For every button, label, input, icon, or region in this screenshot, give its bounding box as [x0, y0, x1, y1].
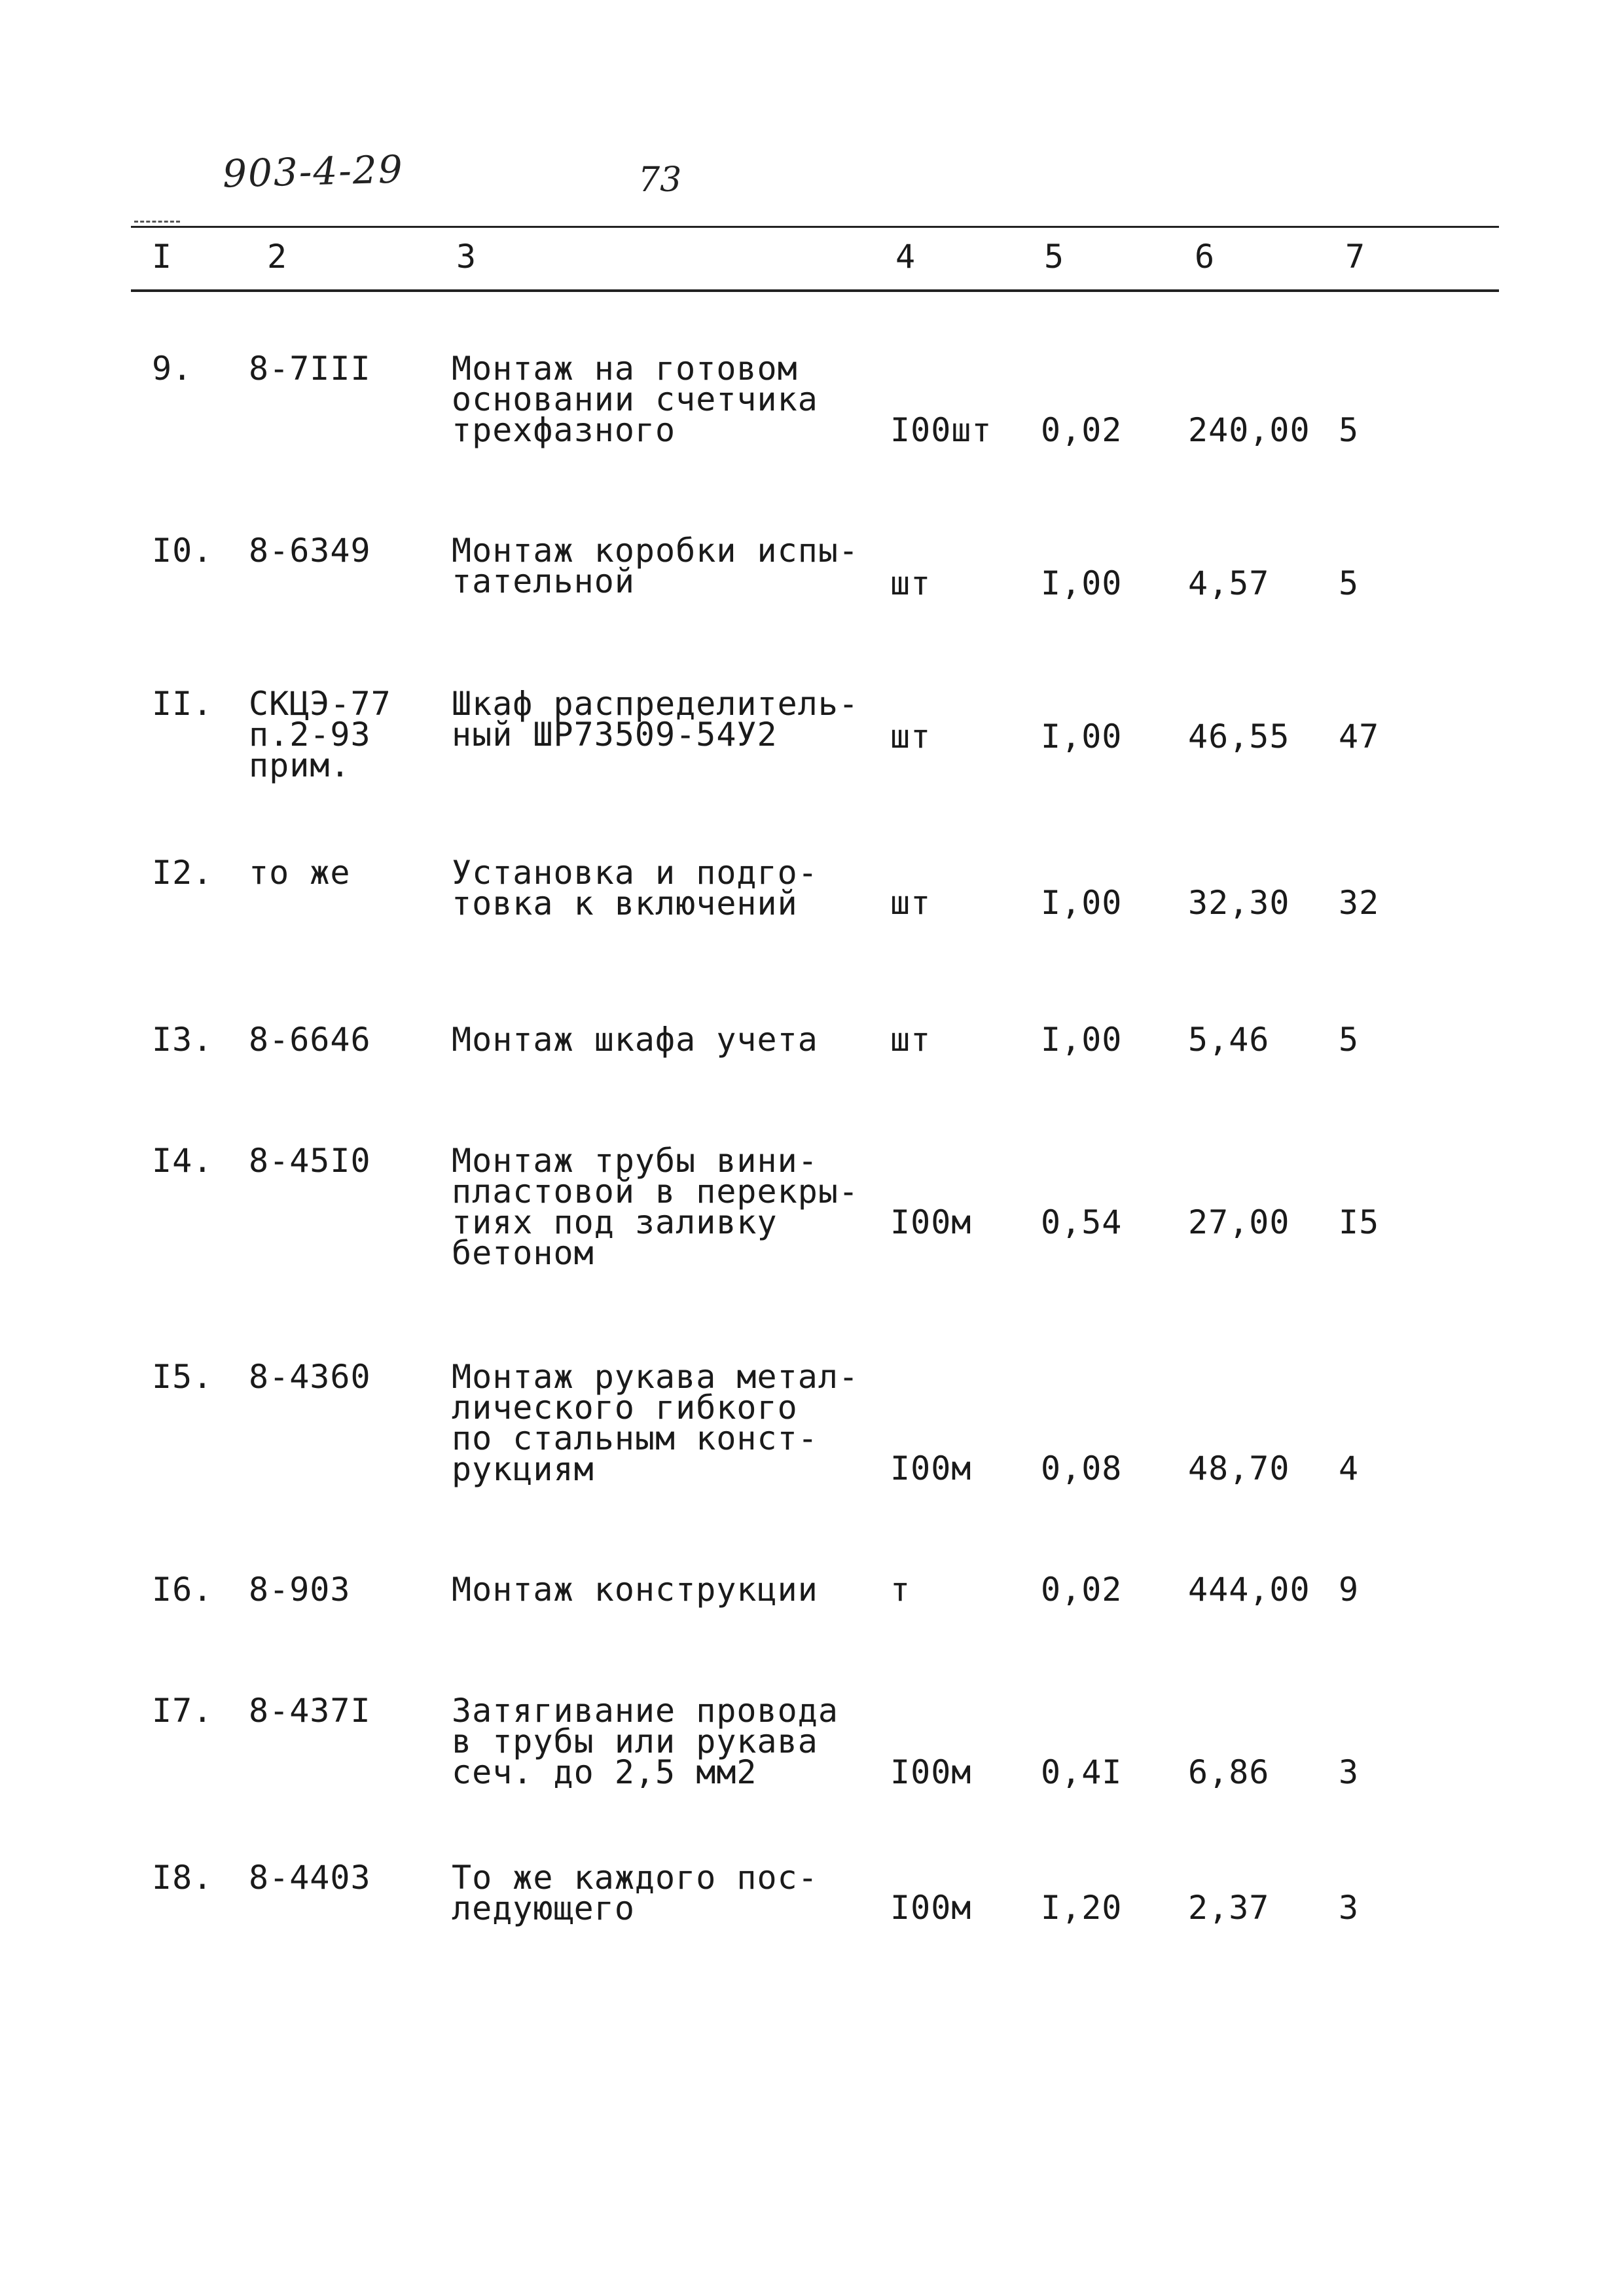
row-total: 4	[1339, 1449, 1360, 1487]
table-header-rule	[131, 289, 1499, 292]
row-price: 6,86	[1188, 1753, 1270, 1791]
column-header-6: 6	[1195, 238, 1215, 276]
row-quantity: 0,4I	[1041, 1753, 1123, 1791]
row-description: Монтаж шкафа учета	[452, 1021, 818, 1059]
row-unit: I00м	[890, 1889, 972, 1927]
row-quantity: 0,54	[1041, 1203, 1123, 1241]
row-price: 48,70	[1188, 1449, 1290, 1487]
rule-mark	[134, 221, 180, 223]
row-price: 5,46	[1188, 1021, 1270, 1059]
column-header-row	[0, 237, 1624, 283]
row-number: I8.	[152, 1859, 213, 1897]
row-number: I3.	[152, 1021, 213, 1059]
row-unit: шт	[890, 564, 931, 602]
row-quantity: I,00	[1041, 718, 1123, 756]
row-total: I5	[1339, 1203, 1380, 1241]
row-total: 3	[1339, 1753, 1360, 1791]
row-unit: шт	[890, 884, 931, 922]
row-description: Установка и подго- товка к включений	[452, 854, 818, 922]
row-code: то же	[249, 854, 351, 892]
row-price: 4,57	[1188, 564, 1270, 602]
document-code: 903-4-29	[222, 147, 405, 196]
row-description: Шкаф распределитель- ный ШР73509-54У2	[452, 685, 859, 754]
row-code: 8-4360	[249, 1358, 371, 1396]
row-description: Монтаж конструкции	[452, 1571, 818, 1609]
row-description: Монтаж на готовом основании счетчика трехфазного	[452, 350, 818, 449]
row-number: 9.	[152, 350, 193, 388]
row-number: I5.	[152, 1358, 213, 1396]
row-number: I6.	[152, 1571, 213, 1609]
row-price: 444,00	[1188, 1571, 1310, 1609]
row-price: 32,30	[1188, 884, 1290, 922]
row-description: Монтаж рукава метал- лического гибкого по стальным конст- рукциям	[452, 1358, 859, 1488]
row-quantity: 0,08	[1041, 1449, 1123, 1487]
row-code: 8-6646	[249, 1021, 371, 1059]
row-code: 8-45I0	[249, 1142, 371, 1180]
row-number: I0.	[152, 532, 213, 570]
column-header-2: 2	[267, 238, 287, 276]
row-unit: I00м	[890, 1753, 972, 1791]
row-unit: I00м	[890, 1203, 972, 1241]
row-price: 2,37	[1188, 1889, 1270, 1927]
row-price: 46,55	[1188, 718, 1290, 756]
row-total: 3	[1339, 1889, 1360, 1927]
row-quantity: I,20	[1041, 1889, 1123, 1927]
row-total: 47	[1339, 718, 1380, 756]
row-code: 8-437I	[249, 1692, 371, 1730]
row-description: Монтаж трубы вини- пластовой в перекры- тиях под заливку бетоном	[452, 1142, 859, 1272]
page-number: 73	[638, 160, 682, 200]
row-description: То же каждого пос- ледующего	[452, 1859, 818, 1927]
row-code: 8-903	[249, 1571, 351, 1609]
row-code: 8-6349	[249, 532, 371, 570]
row-quantity: I,00	[1041, 884, 1123, 922]
row-total: 5	[1339, 564, 1360, 602]
row-code: 8-4403	[249, 1859, 371, 1897]
row-number: I4.	[152, 1142, 213, 1180]
table-top-rule	[131, 226, 1499, 228]
row-code: СКЦЭ-77 п.2-93 прим.	[249, 685, 391, 784]
row-quantity: I,00	[1041, 564, 1123, 602]
column-header-1: I	[152, 238, 172, 276]
row-unit: т	[890, 1571, 911, 1609]
column-header-7: 7	[1345, 238, 1365, 276]
row-number: I7.	[152, 1692, 213, 1730]
row-unit: шт	[890, 1021, 931, 1059]
row-unit: шт	[890, 718, 931, 756]
row-total: 5	[1339, 1021, 1360, 1059]
row-unit: I00м	[890, 1449, 972, 1487]
row-quantity: I,00	[1041, 1021, 1123, 1059]
row-number: I2.	[152, 854, 213, 892]
row-total: 32	[1339, 884, 1380, 922]
column-header-5: 5	[1044, 238, 1064, 276]
column-header-3: 3	[456, 238, 477, 276]
row-code: 8-7III	[249, 350, 371, 388]
row-description: Монтаж коробки испы- тательной	[452, 532, 859, 600]
column-header-4: 4	[895, 238, 916, 276]
row-unit: I00шт	[890, 411, 992, 449]
row-price: 240,00	[1188, 411, 1310, 449]
row-total: 9	[1339, 1571, 1360, 1609]
row-total: 5	[1339, 411, 1360, 449]
row-number: II.	[152, 685, 213, 723]
row-quantity: 0,02	[1041, 1571, 1123, 1609]
row-price: 27,00	[1188, 1203, 1290, 1241]
row-description: Затягивание провода в трубы или рукава сеч. до 2,5 мм2	[452, 1692, 839, 1791]
row-quantity: 0,02	[1041, 411, 1123, 449]
